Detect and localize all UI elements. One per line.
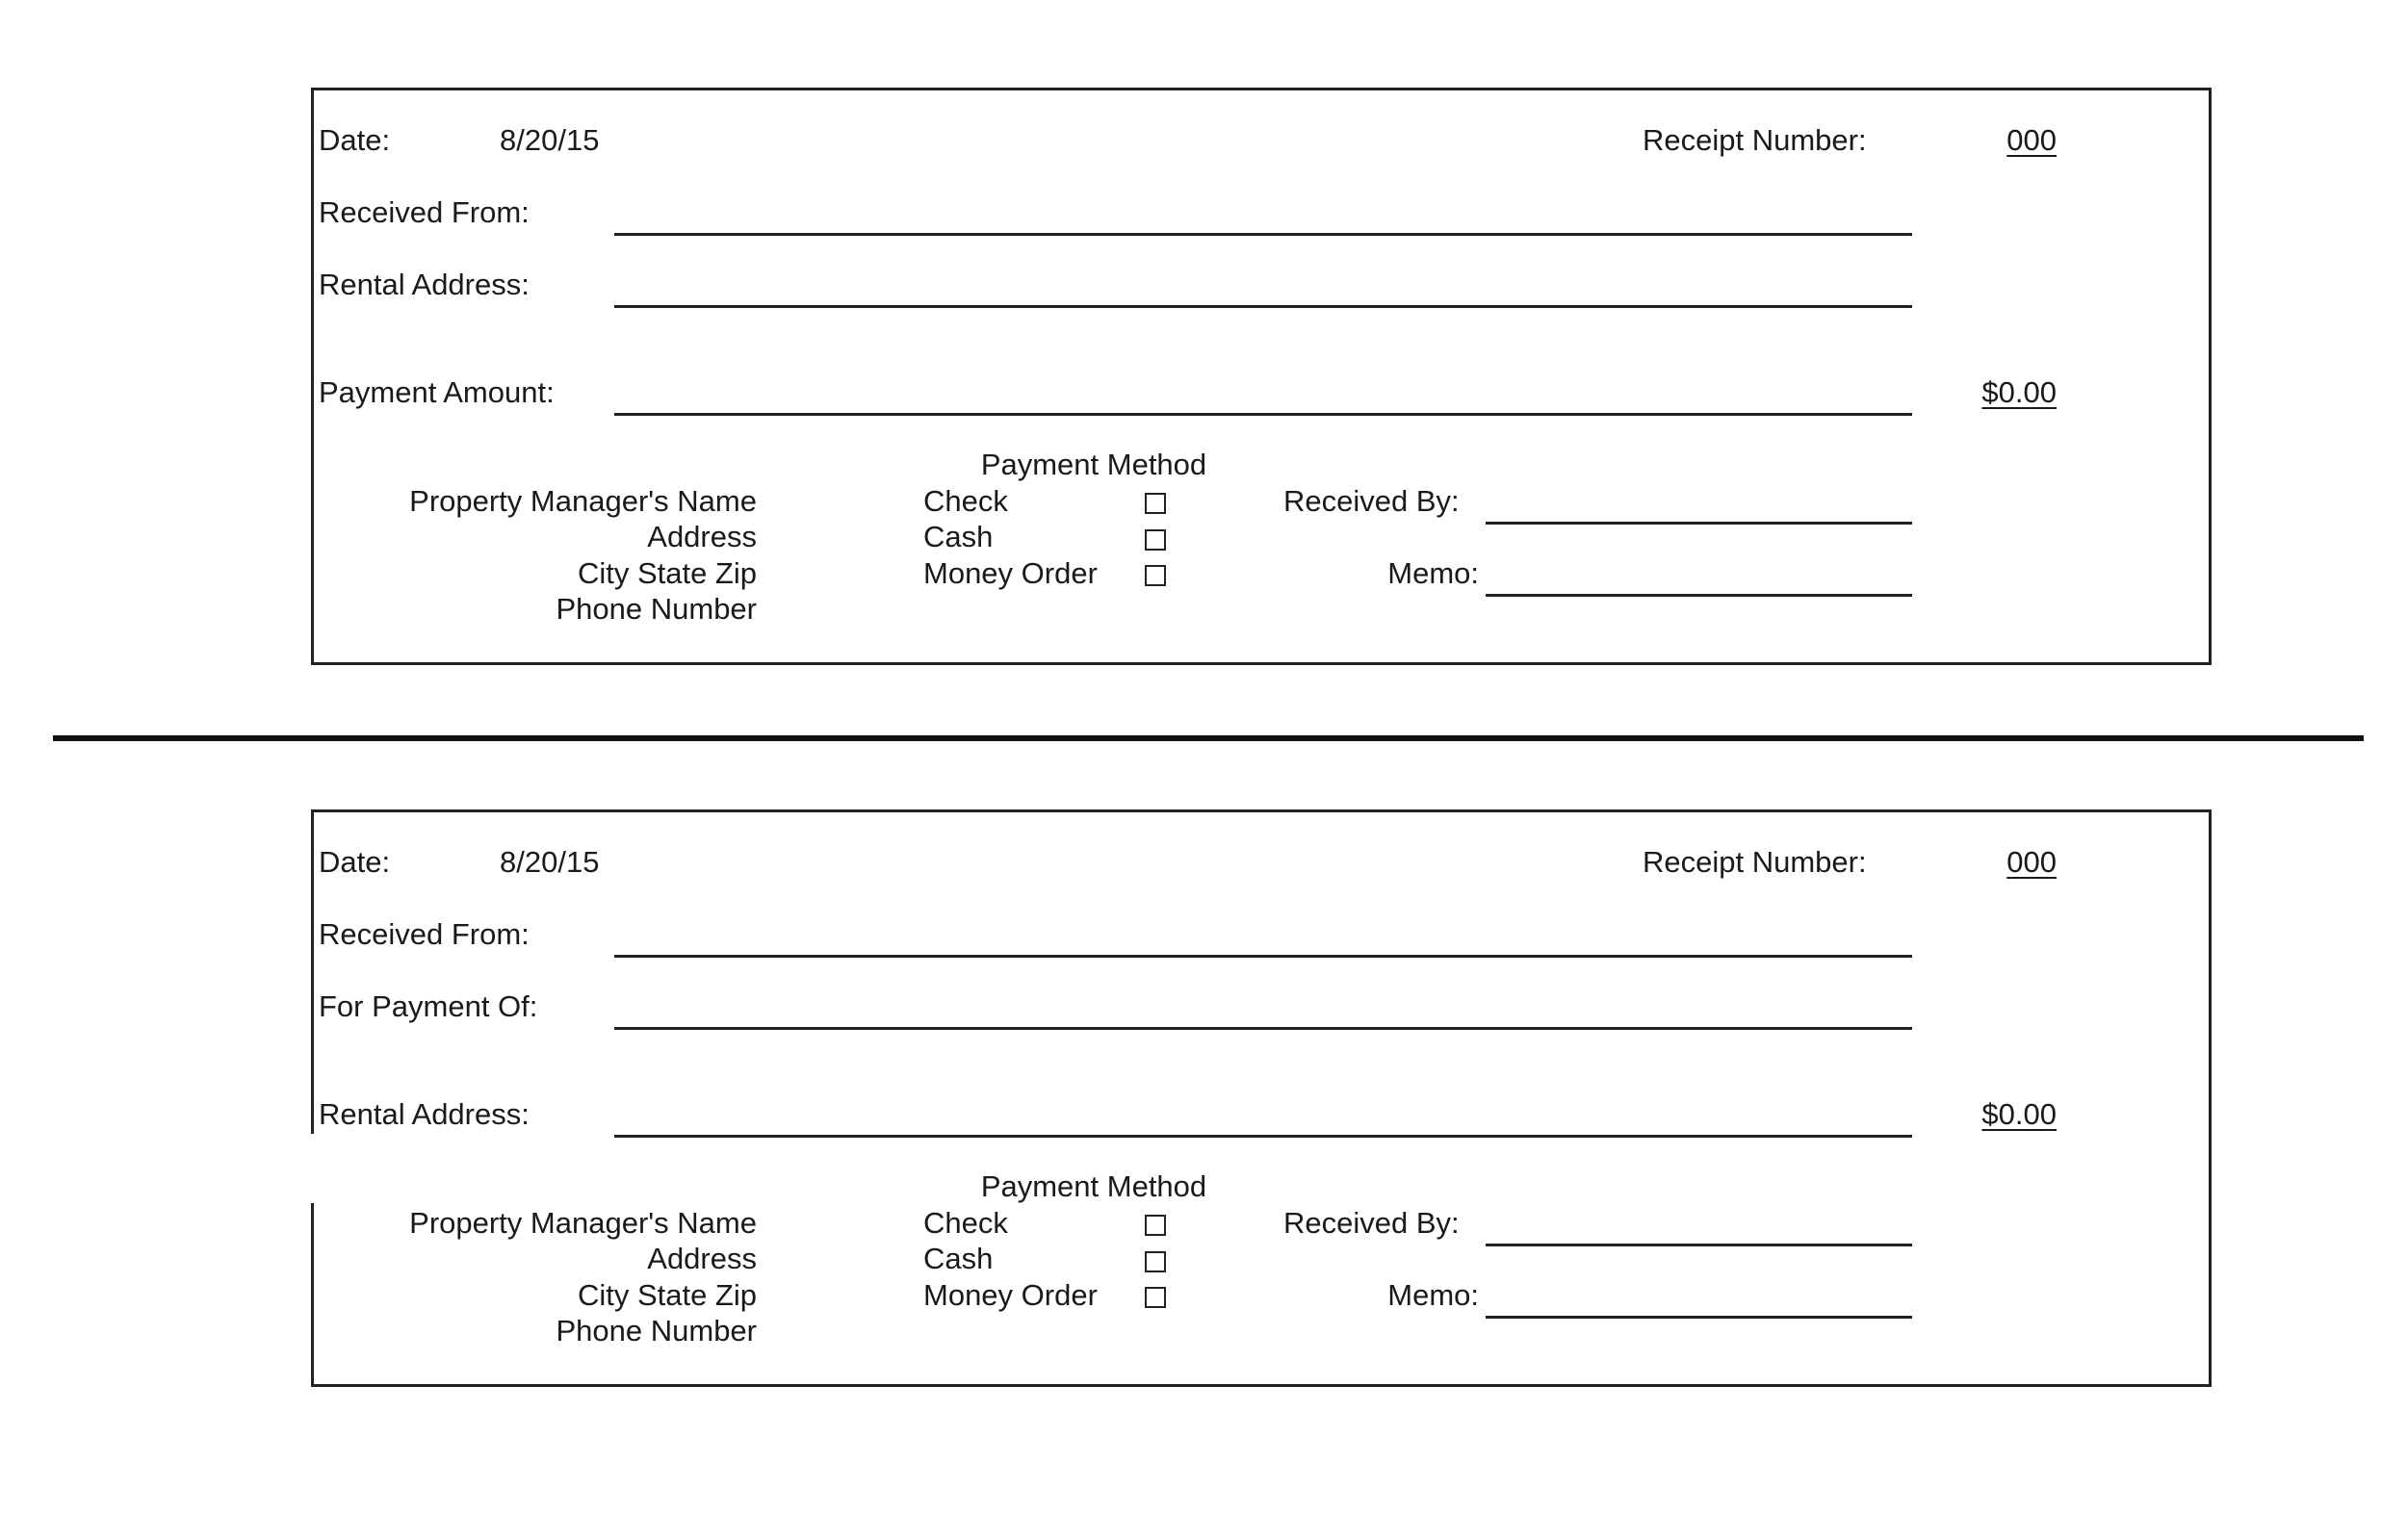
received-from-label: Received From: <box>319 195 530 229</box>
rental-address-field[interactable] <box>614 305 1912 308</box>
manager-city-state-zip: City State Zip <box>577 1278 757 1312</box>
rental-address-field[interactable] <box>614 1135 1912 1138</box>
for-payment-of-field[interactable] <box>614 1027 1912 1030</box>
received-by-label: Received By: <box>1283 484 1460 518</box>
method-cash-checkbox[interactable] <box>1145 529 1166 551</box>
manager-address: Address <box>647 520 757 553</box>
amount-value: $0.00 <box>1981 375 2057 409</box>
method-cash-label: Cash <box>923 520 994 553</box>
receipt-number-label: Receipt Number: <box>1643 845 1867 879</box>
manager-address: Address <box>647 1242 757 1275</box>
for-payment-of-label: For Payment Of: <box>319 989 538 1023</box>
payment-method-title: Payment Method <box>980 1169 1207 1203</box>
date-value: 8/20/15 <box>500 123 600 157</box>
memo-label: Memo: <box>1387 1278 1479 1312</box>
received-by-field[interactable] <box>1486 1244 1912 1246</box>
date-value: 8/20/15 <box>500 845 600 879</box>
rental-address-label: Rental Address: <box>319 1097 530 1131</box>
memo-label: Memo: <box>1387 556 1479 590</box>
method-check-label: Check <box>923 484 1008 518</box>
method-check-checkbox[interactable] <box>1145 1215 1166 1236</box>
received-from-field[interactable] <box>614 955 1912 958</box>
receipt-number-label: Receipt Number: <box>1643 123 1867 157</box>
payment-amount-field[interactable] <box>614 413 1912 416</box>
received-from-field[interactable] <box>614 233 1912 236</box>
receipt-number-value: 000 <box>2006 123 2057 157</box>
payment-method-title: Payment Method <box>980 448 1207 481</box>
date-label: Date: <box>319 123 391 157</box>
rental-address-label: Rental Address: <box>319 268 530 301</box>
method-check-checkbox[interactable] <box>1145 493 1166 514</box>
received-by-label: Received By: <box>1283 1206 1460 1240</box>
manager-phone: Phone Number <box>556 592 757 626</box>
manager-phone: Phone Number <box>556 1314 757 1348</box>
method-money-order-checkbox[interactable] <box>1145 1287 1166 1308</box>
method-money-order-label: Money Order <box>923 556 1098 590</box>
amount-value: $0.00 <box>1981 1097 2057 1131</box>
receipt-number-value: 000 <box>2006 845 2057 879</box>
date-label: Date: <box>319 845 391 879</box>
manager-name: Property Manager's Name <box>409 1206 757 1240</box>
method-check-label: Check <box>923 1206 1008 1240</box>
method-cash-checkbox[interactable] <box>1145 1251 1166 1272</box>
manager-city-state-zip: City State Zip <box>577 556 757 590</box>
memo-field[interactable] <box>1486 594 1912 597</box>
method-money-order-label: Money Order <box>923 1278 1098 1312</box>
border-gap <box>311 1134 317 1203</box>
received-from-label: Received From: <box>319 917 530 951</box>
receipt-bottom <box>311 809 2212 1387</box>
method-cash-label: Cash <box>923 1242 994 1275</box>
manager-name: Property Manager's Name <box>409 484 757 518</box>
method-money-order-checkbox[interactable] <box>1145 565 1166 586</box>
cut-line-divider <box>53 735 2364 741</box>
receipt-top <box>311 88 2212 665</box>
received-by-field[interactable] <box>1486 522 1912 525</box>
memo-field[interactable] <box>1486 1316 1912 1319</box>
payment-amount-label: Payment Amount: <box>319 375 555 409</box>
